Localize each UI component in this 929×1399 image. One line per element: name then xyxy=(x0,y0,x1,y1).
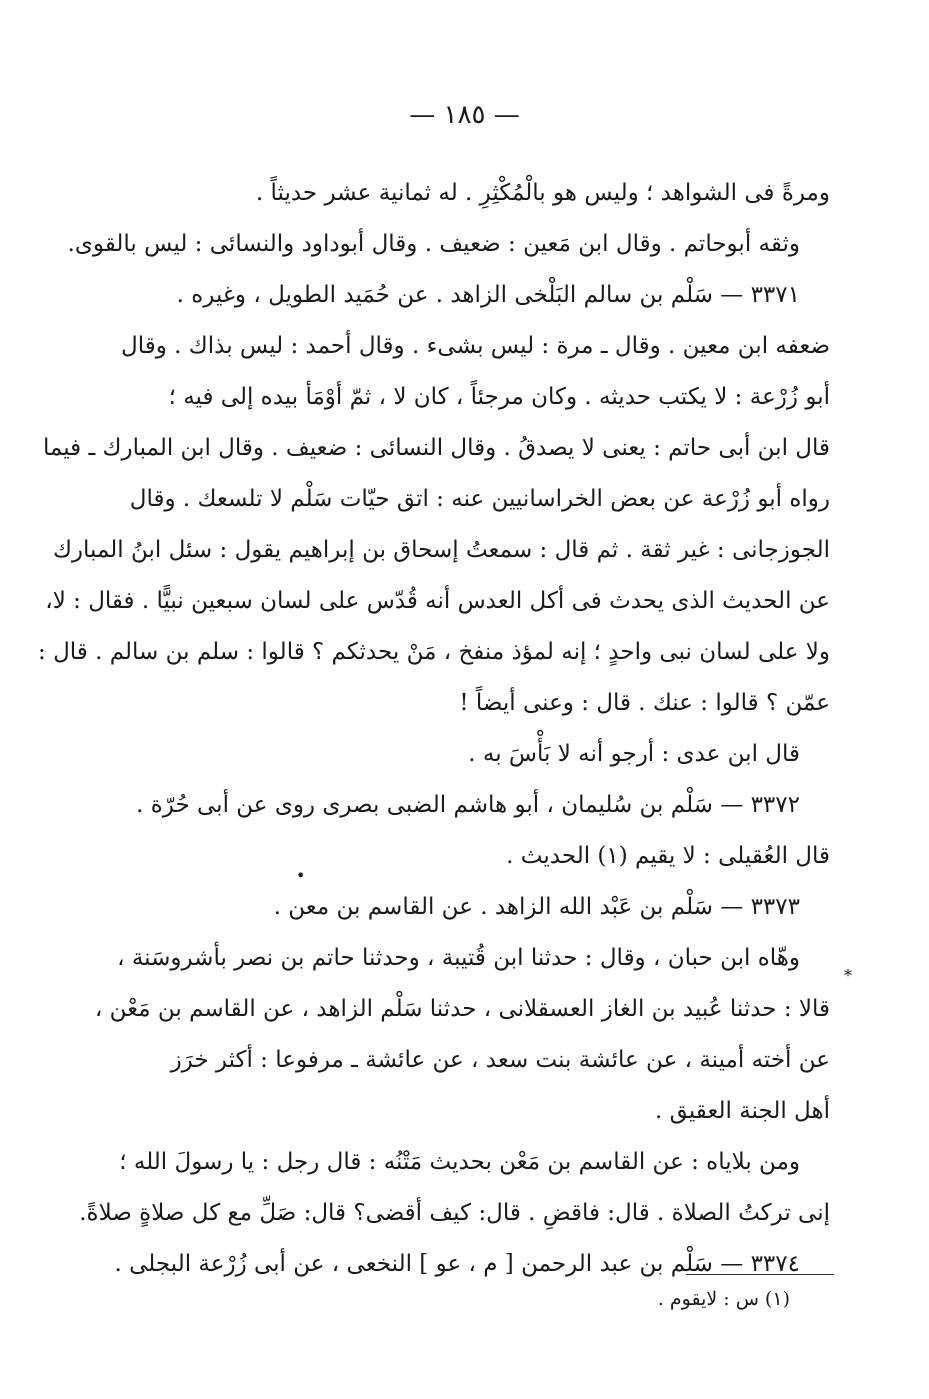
asterisk-mark: * xyxy=(844,966,852,985)
ink-dot-mark: • xyxy=(296,866,306,885)
entry-3373-heading: ٣٣٧٣ — سَلْم بن عَبْد الله الزاهد . عن القاسم بن معن . xyxy=(273,894,800,920)
text-line: رواه أبو زُرْعة عن بعض الخراسانيين عنه : اتق حيّات سَلْم لا تلسعك . وقال xyxy=(129,486,830,512)
footnote-divider xyxy=(686,1274,834,1275)
text-line: عن أخته أمينة ، عن عائشة بنت سعد ، عن عائشة ـ مرفوعا : أكثر خرَز xyxy=(170,1047,830,1073)
text-line: وهّاه ابن حبان ، وقال : حدثنا ابن قُتيبة ، وحدثنا حاتم بن نصر بأشروسَنة ، xyxy=(117,945,800,971)
footnote: (١) س : لايقوم . xyxy=(657,1288,790,1310)
text-line: الجوزجانى : غير ثقة . ثم قال : سمعتُ إسحاق بن إبراهيم يقول : سئل ابنُ المبارك xyxy=(52,537,830,563)
text-line: ولا على لسان نبى واحدٍ ؛ إنه لمؤذ منفخ ، مَنْ يحدثكم ؟ قالوا : سلم بن سالم . قال : xyxy=(38,639,830,665)
text-line: قال ابن أبى حاتم : يعنى لا يصدقُ . وقال النسائى : ضعيف . وقال ابن المبارك ـ فيما xyxy=(42,435,830,461)
page-number: — ١٨٥ — xyxy=(409,100,520,130)
text-line: قالا : حدثنا عُبيد بن الغاز العسقلانى ، حدثنا سَلْم الزاهد ، عن القاسم بن مَعْن ، xyxy=(94,996,830,1022)
entry-3371-heading: ٣٣٧١ — سَلْم بن سالم البَلْخى الزاهد . عن حُمَيد الطويل ، وغيره . xyxy=(176,282,800,308)
text-line: ومرةً فى الشواهد ؛ وليس هو بالْمُكْثِرِ . له ثمانية عشر حديثاً . xyxy=(255,180,830,206)
text-line: قال العُقيلى : لا يقيم (١) الحديث . xyxy=(506,843,830,869)
text-line: عمّن ؟ قالوا : عنك . قال : وعنى أيضاً ! xyxy=(459,690,830,716)
text-line: ضعفه ابن معين . وقال ـ مرة : ليس بشىء . وقال أحمد : ليس بذاك . وقال xyxy=(121,333,830,359)
text-line: قال ابن عدى : أرجو أنه لا بَأْسَ به . xyxy=(468,741,800,767)
entry-3372-heading: ٣٣٧٢ — سَلْم بن سُليمان ، أبو هاشم الضبى بصرى روى عن أبى حُرّة . xyxy=(136,792,800,818)
body-text xyxy=(38,168,830,1290)
entry-3374-heading: ٣٣٧٤ — سَلْم بن عبد الرحمن [ م ، عو ] النخعى ، عن أبى زُرْعة البجلى . xyxy=(114,1251,800,1277)
text-line: ومن بلاياه : عن القاسم بن مَعْن بحديث مَتْنُه : قال رجل : يا رسولَ الله ؛ xyxy=(119,1149,800,1175)
text-line: إنى تركتُ الصلاة . قال: فاقضِ . قال: كيف أقضى؟ قال: صَلِّ مع كل صلاةٍ صلاةً. xyxy=(79,1200,830,1226)
text-line: أهل الجنة العقيق . xyxy=(655,1098,830,1124)
text-line: أبو زُرْعة : لا يكتب حديثه . وكان مرجئاً ، كان لا ، ثمّ أوْمَأ بيده إلى فيه ؛ xyxy=(168,384,830,410)
text-line: وثقه أبوحاتم . وقال ابن مَعين : ضعيف . وقال أبوداود والنسائى : ليس بالقوى. xyxy=(67,231,800,257)
text-line: عن الحديث الذى يحدث فى أكل العدس أنه قُدّس على لسان سبعين نبيًّا . فقال : لا، xyxy=(45,588,830,614)
